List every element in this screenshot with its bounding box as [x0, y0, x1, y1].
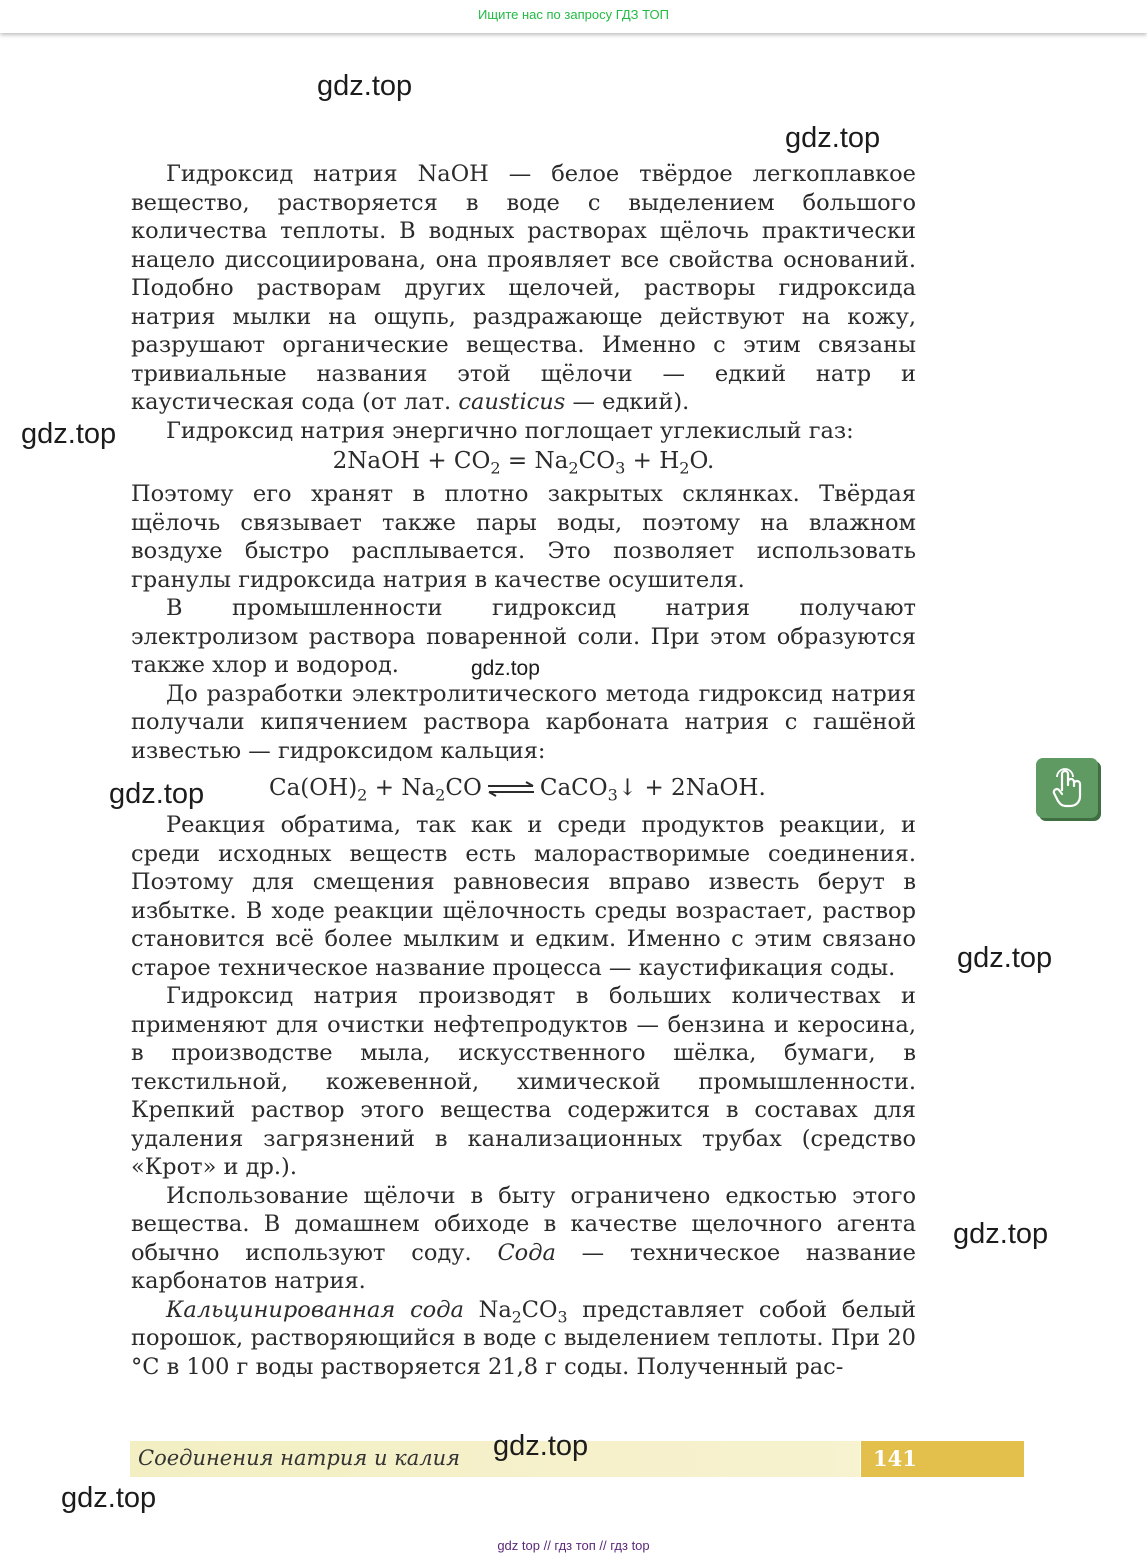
page-number: 141: [861, 1441, 1024, 1477]
equation-1: 2NaOH + $CO_2 = Na_2CO_3 + H_2O$.: [332, 448, 715, 478]
paragraph-5: До разработки электролитического метода гидроксид натрия получали кипячением раствора карбоната натрия с гашёной известью — гидроксидом кальция:: [131, 680, 916, 764]
paragraph-2: Гидроксид натрия энергично поглощает углекислый газ:: [166, 417, 854, 444]
watermark: gdz.top: [61, 1482, 157, 1514]
paragraph-9: Кальцинированная сода $Na_2CO_3$ представляет собой белый порошок, растворяющийся в воде с выделением теплоты. При 20 °С в 100 г воды растворяется 21,8 г соды. Полученный рас-: [131, 1296, 916, 1380]
textbook-page: [131, 160, 916, 1381]
watermark: gdz.top: [957, 942, 1053, 974]
paragraph-3: Поэтому его хранят в плотно закрытых склянках. Твёрдая щёлочь связывает также пары воды, поэтому на влажном воздухе быстро расплывается. Это позволяет использовать гранулы гидроксида натрия в качестве осушителя.: [131, 481, 916, 593]
paragraph-8: Использование щёлочи в быту ограничено едкостью этого вещества. В домашнем обиходе в качестве щелочного агента обычно используют соду. Сода — техническое название карбонатов натрия.: [131, 1182, 916, 1294]
watermark: gdz.top: [493, 1430, 589, 1462]
equation-2: $Ca(OH)_2 + Na_2CO$ CaCO$_3$↓ + 2NaOH.: [269, 775, 766, 805]
bottom-links[interactable]: gdz top // гдз топ // гдз top: [497, 1538, 650, 1553]
paragraph-4: В промышленности гидроксид натрия получают электролизом раствора поваренной соли. При этом образуются также хлор и водород.: [131, 595, 916, 678]
footer-section-title: Соединения натрия и калия: [138, 1446, 461, 1470]
hand-pointer-icon[interactable]: [1036, 758, 1098, 818]
watermark: gdz.top: [317, 70, 413, 102]
watermark: gdz.top: [21, 418, 117, 450]
watermark: gdz.top: [785, 122, 881, 154]
top-banner[interactable]: Ищите нас по запросу ГДЗ ТОП: [0, 0, 1147, 33]
paragraph-6: Реакция обратима, так как и среди продуктов реакции, и среди исходных веществ есть малорастворимые соединения. Поэтому для смещения равновесия вправо известь берут в избытке. В ходе реакции щёлочность среды возрастает, раствор становится всё более мылким и едким. Именно с этим связано старое техническое название процесса — каустификация соды.: [131, 812, 916, 981]
equilibrium-arrows-icon: [486, 781, 536, 797]
watermark: gdz.top: [953, 1218, 1049, 1250]
paragraph-1: Гидроксид натрия NaOH — белое твёрдое легкоплавкое вещество, растворяется в воде с выделением большого количества теплоты. В водных растворах щёлочь практически нацело диссоциирована, она проявляет все свойства оснований. Подобно растворам других щелочей, растворы гидроксида натрия мылки на ощупь, раздражающе действуют на кожу, разрушают органические вещества. Именно с этим связаны тривиальные названия этой щёлочи — едкий натр и каустическая сода (от лат. causticus — едкий).: [131, 161, 916, 415]
paragraph-7: Гидроксид натрия производят в больших количествах и применяют для очистки нефтепродуктов — бензина и керосина, в производстве мыла, искусственного шёлка, бумаги, в текстильной, кожевенной, химической промышленности. Крепкий раствор этого вещества содержится в составах для удаления загрязнений в канализационных трубах (средство «Крот» и др.).: [131, 983, 916, 1180]
watermark: gdz.top: [109, 778, 205, 810]
watermark: gdz.top: [471, 657, 540, 680]
